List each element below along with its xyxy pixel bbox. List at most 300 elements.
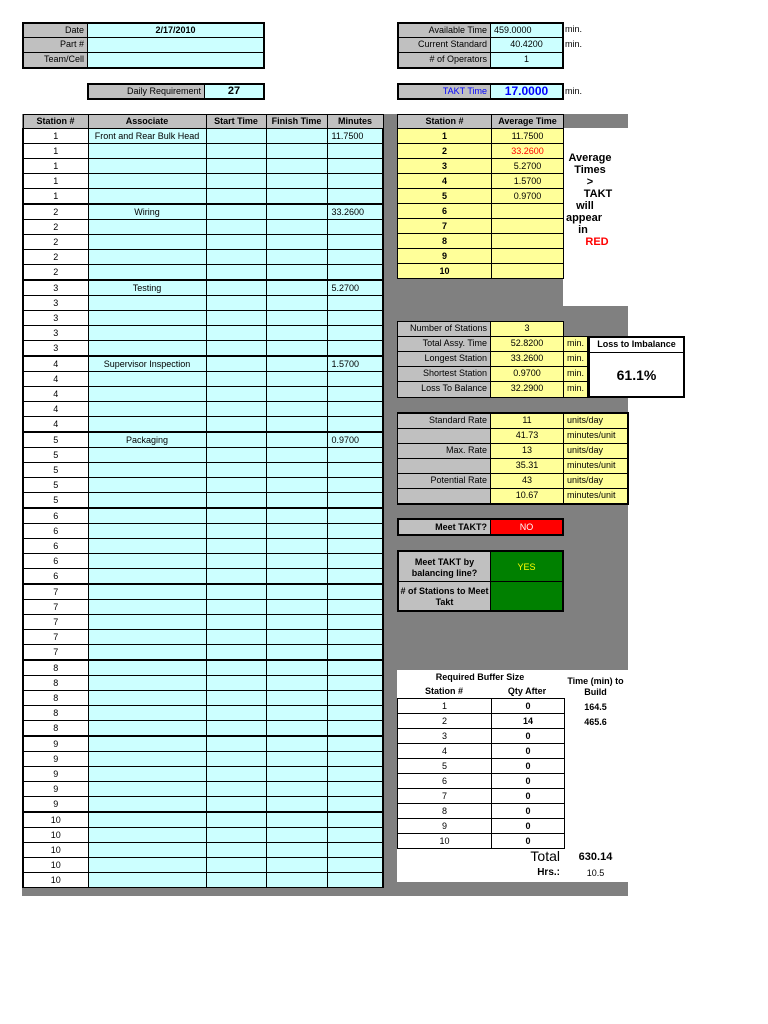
minutes-unit-label: minutes/unit bbox=[563, 428, 628, 444]
associate-cell[interactable] bbox=[88, 782, 206, 797]
start-time-cell[interactable] bbox=[206, 493, 266, 509]
start-time-cell[interactable] bbox=[206, 463, 266, 478]
associate-cell[interactable] bbox=[88, 144, 206, 159]
minutes-cell[interactable] bbox=[327, 478, 383, 493]
station-row bbox=[23, 493, 383, 509]
station-row bbox=[23, 812, 383, 828]
start-time-cell[interactable] bbox=[206, 630, 266, 645]
minutes-cell[interactable] bbox=[327, 706, 383, 721]
buffer-station-number: 2 bbox=[398, 714, 492, 729]
associate-cell[interactable] bbox=[88, 250, 206, 265]
station-row bbox=[23, 463, 383, 478]
start-time-cell[interactable] bbox=[206, 356, 266, 372]
start-time-cell[interactable] bbox=[206, 782, 266, 797]
average-row bbox=[398, 144, 564, 159]
minutes-cell[interactable] bbox=[327, 721, 383, 737]
start-time-cell[interactable] bbox=[206, 417, 266, 433]
max-rate-blank bbox=[397, 458, 491, 474]
station-number: 2 bbox=[23, 204, 88, 220]
station-row bbox=[23, 858, 383, 873]
daily-requirement-value[interactable]: 27 bbox=[204, 83, 265, 100]
finish-time-cell[interactable] bbox=[266, 524, 327, 539]
finish-time-cell[interactable] bbox=[266, 432, 327, 448]
minutes-cell[interactable] bbox=[327, 463, 383, 478]
buffer-qty-after: 0 bbox=[492, 699, 565, 714]
start-time-cell[interactable] bbox=[206, 387, 266, 402]
finish-time-cell[interactable] bbox=[266, 615, 327, 630]
minutes-cell[interactable] bbox=[327, 387, 383, 402]
finish-time-cell[interactable] bbox=[266, 402, 327, 417]
start-time-cell[interactable] bbox=[206, 600, 266, 615]
associate-cell[interactable] bbox=[88, 448, 206, 463]
finish-time-cell[interactable] bbox=[266, 858, 327, 873]
station-row bbox=[23, 554, 383, 569]
minutes-cell[interactable] bbox=[327, 797, 383, 813]
minutes-cell[interactable] bbox=[327, 250, 383, 265]
associate-cell[interactable] bbox=[88, 478, 206, 493]
finish-time-cell[interactable] bbox=[266, 204, 327, 220]
associate-cell[interactable] bbox=[88, 341, 206, 357]
start-time-cell[interactable] bbox=[206, 432, 266, 448]
finish-time-cell[interactable] bbox=[266, 220, 327, 235]
associate-cell[interactable] bbox=[88, 630, 206, 645]
total-assy-value: 52.8200 bbox=[490, 336, 564, 352]
start-time-cell[interactable] bbox=[206, 220, 266, 235]
longest-value: 33.2600 bbox=[490, 351, 564, 367]
start-time-cell[interactable] bbox=[206, 843, 266, 858]
stations-to-meet-line1: # of Stations to Meet bbox=[400, 586, 489, 596]
standard-rate-min-unit: 41.73 bbox=[490, 428, 564, 444]
available-time-label: Available Time bbox=[397, 22, 491, 38]
finish-time-cell[interactable] bbox=[266, 356, 327, 372]
associate-cell[interactable] bbox=[88, 660, 206, 676]
start-time-cell[interactable] bbox=[206, 174, 266, 189]
station-number: 10 bbox=[23, 843, 88, 858]
finish-time-cell[interactable] bbox=[266, 569, 327, 585]
finish-time-cell[interactable] bbox=[266, 767, 327, 782]
finish-time-cell[interactable] bbox=[266, 341, 327, 357]
associate-cell[interactable] bbox=[88, 220, 206, 235]
part-label: Part # bbox=[22, 37, 88, 53]
associate-cell[interactable] bbox=[88, 691, 206, 706]
start-time-cell[interactable] bbox=[206, 767, 266, 782]
minutes-cell[interactable]: 0.9700 bbox=[327, 432, 383, 448]
start-time-cell[interactable] bbox=[206, 508, 266, 524]
minutes-cell[interactable] bbox=[327, 235, 383, 250]
available-time-unit: min. bbox=[565, 24, 583, 34]
associate-cell[interactable]: Packaging bbox=[88, 432, 206, 448]
associate-cell[interactable] bbox=[88, 736, 206, 752]
buffer-qty-after: 0 bbox=[492, 729, 565, 744]
associate-cell[interactable] bbox=[88, 311, 206, 326]
station-row bbox=[23, 129, 383, 144]
loss-imbalance-value: 61.1% bbox=[588, 352, 685, 398]
finish-time-cell[interactable] bbox=[266, 660, 327, 676]
minutes-unit-label: minutes/unit bbox=[563, 458, 628, 474]
finish-time-cell[interactable] bbox=[266, 326, 327, 341]
associate-cell[interactable] bbox=[88, 493, 206, 509]
minutes-cell[interactable] bbox=[327, 676, 383, 691]
associate-cell[interactable]: Front and Rear Bulk Head bbox=[88, 129, 206, 144]
finish-time-cell[interactable] bbox=[266, 235, 327, 250]
associate-cell[interactable] bbox=[88, 569, 206, 585]
station-number: 8 bbox=[23, 721, 88, 737]
station-number: 7 bbox=[23, 630, 88, 645]
start-time-cell[interactable] bbox=[206, 752, 266, 767]
associate-cell[interactable] bbox=[88, 828, 206, 843]
minutes-cell[interactable]: 33.2600 bbox=[327, 204, 383, 220]
avg-time-value bbox=[492, 204, 564, 219]
finish-time-cell[interactable] bbox=[266, 159, 327, 174]
finish-time-cell[interactable] bbox=[266, 736, 327, 752]
build-time-2: 465.6 bbox=[584, 717, 607, 727]
meet-takt-balancing-line1: Meet TAKT by bbox=[414, 557, 475, 567]
start-time-cell[interactable] bbox=[206, 858, 266, 873]
start-time-cell[interactable] bbox=[206, 828, 266, 843]
station-number: 10 bbox=[23, 873, 88, 888]
associate-cell[interactable] bbox=[88, 508, 206, 524]
finish-time-cell[interactable] bbox=[266, 812, 327, 828]
associate-cell[interactable] bbox=[88, 554, 206, 569]
start-time-cell[interactable] bbox=[206, 706, 266, 721]
shortest-value: 0.9700 bbox=[490, 366, 564, 382]
minutes-cell[interactable] bbox=[327, 220, 383, 235]
associate-cell[interactable] bbox=[88, 387, 206, 402]
minutes-cell[interactable] bbox=[327, 265, 383, 281]
minutes-cell[interactable] bbox=[327, 691, 383, 706]
start-time-cell[interactable] bbox=[206, 129, 266, 144]
finish-time-cell[interactable] bbox=[266, 706, 327, 721]
station-number: 10 bbox=[23, 812, 88, 828]
finish-time-cell[interactable] bbox=[266, 417, 327, 433]
average-row bbox=[398, 264, 564, 279]
minutes-cell[interactable] bbox=[327, 873, 383, 888]
avg-station-number: 8 bbox=[398, 234, 492, 249]
start-time-cell[interactable] bbox=[206, 204, 266, 220]
finish-time-cell[interactable] bbox=[266, 372, 327, 387]
finish-time-cell[interactable] bbox=[266, 843, 327, 858]
stations-to-meet-value bbox=[490, 581, 564, 612]
minutes-cell[interactable] bbox=[327, 144, 383, 159]
minutes-cell[interactable]: 5.2700 bbox=[327, 280, 383, 296]
takt-time-unit: min. bbox=[565, 86, 583, 96]
associate-cell[interactable] bbox=[88, 600, 206, 615]
minutes-cell[interactable] bbox=[327, 782, 383, 797]
finish-time-cell[interactable] bbox=[266, 129, 327, 144]
associate-cell[interactable]: Supervisor Inspection bbox=[88, 356, 206, 372]
associate-cell[interactable] bbox=[88, 873, 206, 888]
start-time-cell[interactable] bbox=[206, 296, 266, 311]
minutes-cell[interactable] bbox=[327, 508, 383, 524]
minutes-cell[interactable] bbox=[327, 493, 383, 509]
average-row bbox=[398, 159, 564, 174]
associate-cell[interactable] bbox=[88, 812, 206, 828]
buffer-row bbox=[398, 699, 565, 714]
minutes-cell[interactable] bbox=[327, 615, 383, 630]
station-number: 6 bbox=[23, 508, 88, 524]
station-number: 5 bbox=[23, 448, 88, 463]
minutes-cell[interactable] bbox=[327, 372, 383, 387]
buffer-row bbox=[398, 729, 565, 744]
minutes-cell[interactable] bbox=[327, 600, 383, 615]
start-time-cell[interactable] bbox=[206, 691, 266, 706]
associate-cell[interactable] bbox=[88, 539, 206, 554]
minutes-cell[interactable] bbox=[327, 584, 383, 600]
start-time-cell[interactable] bbox=[206, 873, 266, 888]
associate-cell[interactable] bbox=[88, 265, 206, 281]
col-finish-time: Finish Time bbox=[266, 115, 327, 129]
minutes-cell[interactable] bbox=[327, 524, 383, 539]
stations-to-meet-line2: Takt bbox=[435, 597, 454, 607]
minutes-cell[interactable] bbox=[327, 159, 383, 174]
start-time-cell[interactable] bbox=[206, 341, 266, 357]
associate-cell[interactable] bbox=[88, 235, 206, 250]
station-row bbox=[23, 417, 383, 433]
start-time-cell[interactable] bbox=[206, 615, 266, 630]
finish-time-cell[interactable] bbox=[266, 539, 327, 554]
start-time-cell[interactable] bbox=[206, 159, 266, 174]
start-time-cell[interactable] bbox=[206, 372, 266, 387]
finish-time-cell[interactable] bbox=[266, 174, 327, 189]
associate-cell[interactable] bbox=[88, 706, 206, 721]
associate-cell[interactable]: Wiring bbox=[88, 204, 206, 220]
start-time-cell[interactable] bbox=[206, 797, 266, 813]
associate-cell[interactable] bbox=[88, 463, 206, 478]
station-number: 8 bbox=[23, 691, 88, 706]
associate-cell[interactable]: Testing bbox=[88, 280, 206, 296]
minutes-cell[interactable] bbox=[327, 843, 383, 858]
finish-time-cell[interactable] bbox=[266, 873, 327, 888]
units-day-label: units/day bbox=[563, 443, 628, 459]
station-number: 4 bbox=[23, 372, 88, 387]
note-line: Times bbox=[574, 164, 606, 176]
standard-rate-units-day: 11 bbox=[490, 413, 564, 429]
minutes-cell[interactable] bbox=[327, 812, 383, 828]
minutes-cell[interactable] bbox=[327, 296, 383, 311]
avg-time-value: 11.7500 bbox=[492, 129, 564, 144]
start-time-cell[interactable] bbox=[206, 311, 266, 326]
start-time-cell[interactable] bbox=[206, 812, 266, 828]
start-time-cell[interactable] bbox=[206, 189, 266, 205]
start-time-cell[interactable] bbox=[206, 736, 266, 752]
finish-time-cell[interactable] bbox=[266, 554, 327, 569]
finish-time-cell[interactable] bbox=[266, 478, 327, 493]
finish-time-cell[interactable] bbox=[266, 311, 327, 326]
minutes-cell[interactable] bbox=[327, 554, 383, 569]
minutes-cell[interactable] bbox=[327, 828, 383, 843]
buffer-qty-after: 0 bbox=[492, 774, 565, 789]
shortest-unit: min. bbox=[563, 366, 588, 382]
associate-cell[interactable] bbox=[88, 189, 206, 205]
station-number: 8 bbox=[23, 706, 88, 721]
start-time-cell[interactable] bbox=[206, 250, 266, 265]
minutes-cell[interactable] bbox=[327, 736, 383, 752]
shortest-label: Shortest Station bbox=[397, 366, 491, 382]
associate-cell[interactable] bbox=[88, 417, 206, 433]
station-number: 6 bbox=[23, 554, 88, 569]
available-time-value[interactable]: 459.0000 bbox=[490, 22, 564, 38]
associate-cell[interactable] bbox=[88, 676, 206, 691]
part-value[interactable] bbox=[87, 37, 265, 53]
finish-time-cell[interactable] bbox=[266, 584, 327, 600]
station-row bbox=[23, 873, 383, 888]
team-value[interactable] bbox=[87, 52, 265, 69]
associate-cell[interactable] bbox=[88, 843, 206, 858]
start-time-cell[interactable] bbox=[206, 524, 266, 539]
stations-to-meet-label bbox=[397, 581, 491, 612]
finish-time-cell[interactable] bbox=[266, 508, 327, 524]
start-time-cell[interactable] bbox=[206, 660, 266, 676]
finish-time-cell[interactable] bbox=[266, 280, 327, 296]
buffer-row bbox=[398, 744, 565, 759]
start-time-cell[interactable] bbox=[206, 539, 266, 554]
buffer-qty-after: 0 bbox=[492, 789, 565, 804]
associate-cell[interactable] bbox=[88, 615, 206, 630]
potential-rate-label: Potential Rate bbox=[397, 473, 491, 489]
station-row bbox=[23, 691, 383, 706]
start-time-cell[interactable] bbox=[206, 478, 266, 493]
station-row bbox=[23, 660, 383, 676]
start-time-cell[interactable] bbox=[206, 645, 266, 661]
units-day-label: units/day bbox=[563, 473, 628, 489]
minutes-cell[interactable] bbox=[327, 417, 383, 433]
minutes-cell[interactable] bbox=[327, 326, 383, 341]
station-row bbox=[23, 144, 383, 159]
note-line: in bbox=[578, 224, 588, 236]
associate-cell[interactable] bbox=[88, 372, 206, 387]
minutes-cell[interactable] bbox=[327, 858, 383, 873]
finish-time-cell[interactable] bbox=[266, 797, 327, 813]
station-number: 5 bbox=[23, 463, 88, 478]
finish-time-cell[interactable] bbox=[266, 782, 327, 797]
finish-time-cell[interactable] bbox=[266, 721, 327, 737]
buffer-title: Required Buffer Size bbox=[435, 672, 525, 682]
minutes-cell[interactable] bbox=[327, 448, 383, 463]
num-stations-label: Number of Stations bbox=[397, 321, 491, 337]
finish-time-cell[interactable] bbox=[266, 296, 327, 311]
longest-label: Longest Station bbox=[397, 351, 491, 367]
start-time-cell[interactable] bbox=[206, 448, 266, 463]
finish-time-cell[interactable] bbox=[266, 600, 327, 615]
station-number: 4 bbox=[23, 402, 88, 417]
minutes-cell[interactable] bbox=[327, 752, 383, 767]
minutes-unit-label: minutes/unit bbox=[563, 488, 628, 504]
build-time-1: 164.5 bbox=[584, 702, 607, 712]
finish-time-cell[interactable] bbox=[266, 144, 327, 159]
loss-to-balance-value: 32.2900 bbox=[490, 381, 564, 398]
associate-cell[interactable] bbox=[88, 858, 206, 873]
finish-time-cell[interactable] bbox=[266, 752, 327, 767]
meet-takt-balancing-line2: balancing line? bbox=[411, 568, 478, 578]
finish-time-cell[interactable] bbox=[266, 387, 327, 402]
minutes-cell[interactable] bbox=[327, 569, 383, 585]
avg-time-value: 1.5700 bbox=[492, 174, 564, 189]
minutes-cell[interactable] bbox=[327, 174, 383, 189]
minutes-cell[interactable] bbox=[327, 630, 383, 645]
finish-time-cell[interactable] bbox=[266, 250, 327, 265]
standard-rate-label: Standard Rate bbox=[397, 413, 491, 429]
average-table-header bbox=[398, 115, 564, 129]
minutes-cell[interactable] bbox=[327, 767, 383, 782]
associate-cell[interactable] bbox=[88, 797, 206, 813]
finish-time-cell[interactable] bbox=[266, 265, 327, 281]
minutes-cell[interactable] bbox=[327, 645, 383, 661]
start-time-cell[interactable] bbox=[206, 554, 266, 569]
hrs-label: Hrs.: bbox=[537, 867, 560, 878]
start-time-cell[interactable] bbox=[206, 235, 266, 250]
associate-cell[interactable] bbox=[88, 159, 206, 174]
associate-cell[interactable] bbox=[88, 296, 206, 311]
station-row bbox=[23, 387, 383, 402]
finish-time-cell[interactable] bbox=[266, 676, 327, 691]
start-time-cell[interactable] bbox=[206, 326, 266, 341]
minutes-cell[interactable]: 11.7500 bbox=[327, 129, 383, 144]
start-time-cell[interactable] bbox=[206, 721, 266, 737]
associate-cell[interactable] bbox=[88, 752, 206, 767]
start-time-cell[interactable] bbox=[206, 402, 266, 417]
finish-time-cell[interactable] bbox=[266, 493, 327, 509]
station-number: 7 bbox=[23, 600, 88, 615]
meet-takt-label: Meet TAKT? bbox=[397, 518, 491, 536]
finish-time-cell[interactable] bbox=[266, 448, 327, 463]
minutes-cell[interactable] bbox=[327, 311, 383, 326]
station-number: 8 bbox=[23, 660, 88, 676]
finish-time-cell[interactable] bbox=[266, 189, 327, 205]
associate-cell[interactable] bbox=[88, 721, 206, 737]
associate-cell[interactable] bbox=[88, 584, 206, 600]
finish-time-cell[interactable] bbox=[266, 828, 327, 843]
minutes-cell[interactable] bbox=[327, 189, 383, 205]
associate-cell[interactable] bbox=[88, 402, 206, 417]
start-time-cell[interactable] bbox=[206, 280, 266, 296]
associate-cell[interactable] bbox=[88, 767, 206, 782]
minutes-cell[interactable] bbox=[327, 539, 383, 554]
associate-cell[interactable] bbox=[88, 174, 206, 189]
minutes-cell[interactable] bbox=[327, 402, 383, 417]
finish-time-cell[interactable] bbox=[266, 463, 327, 478]
start-time-cell[interactable] bbox=[206, 676, 266, 691]
minutes-cell[interactable] bbox=[327, 660, 383, 676]
avg-station-number: 7 bbox=[398, 219, 492, 234]
station-number: 9 bbox=[23, 752, 88, 767]
operators-value[interactable]: 1 bbox=[490, 52, 564, 69]
build-time-header-line2: Build bbox=[584, 687, 607, 697]
start-time-cell[interactable] bbox=[206, 144, 266, 159]
total-assy-unit: min. bbox=[563, 336, 588, 352]
start-time-cell[interactable] bbox=[206, 569, 266, 585]
minutes-cell[interactable] bbox=[327, 341, 383, 357]
loss-to-balance-unit: min. bbox=[563, 381, 588, 398]
station-row bbox=[23, 539, 383, 554]
minutes-cell[interactable]: 1.5700 bbox=[327, 356, 383, 372]
start-time-cell[interactable] bbox=[206, 265, 266, 281]
note-line: TAKT bbox=[583, 188, 613, 200]
current-standard-value[interactable]: 40.4200 bbox=[490, 37, 564, 53]
station-number: 5 bbox=[23, 432, 88, 448]
date-value[interactable]: 2/17/2010 bbox=[87, 22, 265, 38]
takt-time-value: 17.0000 bbox=[490, 83, 564, 100]
start-time-cell[interactable] bbox=[206, 584, 266, 600]
finish-time-cell[interactable] bbox=[266, 691, 327, 706]
associate-cell[interactable] bbox=[88, 524, 206, 539]
num-stations-value: 3 bbox=[490, 321, 564, 337]
meet-takt-value: NO bbox=[490, 518, 564, 536]
finish-time-cell[interactable] bbox=[266, 645, 327, 661]
associate-cell[interactable] bbox=[88, 645, 206, 661]
station-row bbox=[23, 721, 383, 737]
associate-cell[interactable] bbox=[88, 326, 206, 341]
finish-time-cell[interactable] bbox=[266, 630, 327, 645]
